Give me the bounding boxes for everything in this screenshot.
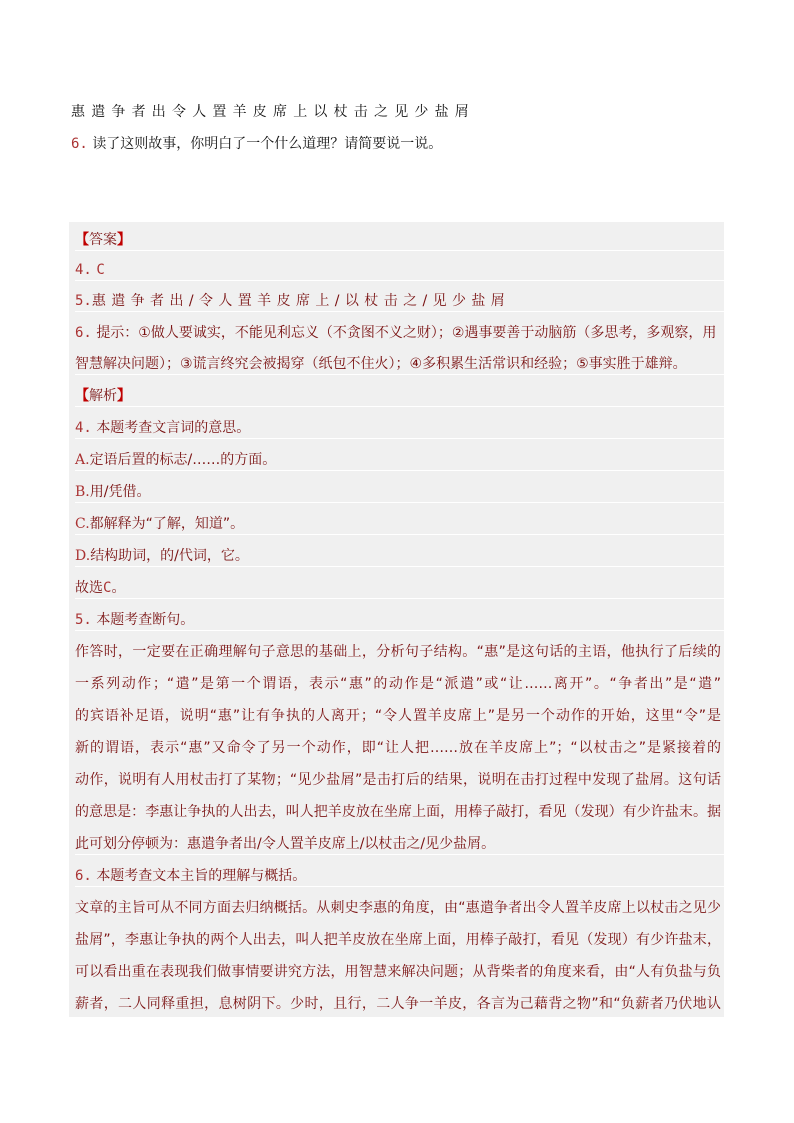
analysis-5-body-line: 作答时，一定要在正确理解句子意思的基础上，分析句子结构。“惠”是这句话的主语，他执行了后续的 (75, 644, 721, 660)
answer-4 (75, 260, 724, 281)
analysis-option-a (75, 450, 724, 471)
analysis-header-label: 解析 (89, 388, 117, 404)
analysis-6 (75, 866, 724, 887)
analysis-4 (75, 418, 724, 439)
analysis-text: 本题考查文本主旨的理解与概括。 (96, 868, 307, 884)
answer-6-line1 (75, 323, 724, 343)
analysis-header (75, 386, 724, 407)
question-6 (71, 133, 442, 153)
option-text: 结构助词，的/代词，它。 (90, 548, 249, 564)
bracket-open: 【 (75, 232, 89, 248)
analysis-choice (75, 578, 724, 599)
option-text: 都解释为“了解，知道”。 (89, 516, 245, 532)
answer-text: 惠遣争者出/令人置羊皮席上/以杖击之/见少盐屑 (91, 293, 511, 309)
analysis-option-c (75, 514, 724, 535)
analysis-text: 本题考查文言词的意思。 (96, 420, 251, 436)
answer-6-line2: 智慧解决问题）；③谎言终究会被揭穿（纸包不住火）；④多积累生活常识和经验；⑤事实胜于雄辩。 (75, 354, 724, 375)
analysis-5-body-line: 一系列动作；“遣”是第一个谓语，表示“惠”的动作是“派遣”或“让……离开”。“争者出”是“遣” (75, 676, 721, 692)
analysis-6-body-line: 文章的主旨可从不同方面去归纳概括。从刺史李惠的角度，由“惠遣争者出令人置羊皮席上以杖击之见少 (75, 900, 721, 916)
analysis-5-body-line: 的意思是：李惠让争执的人出去，叫人把羊皮放在坐席上面，用棒子敲打，看见（发现）有少许盐末。据 (75, 804, 721, 820)
analysis-5-body-line: 的宾语补足语，说明“惠”让有争执的人离开；“令人置羊皮席上”是另一个动作的开始，这里“令”是 (75, 708, 721, 724)
analysis-6-body-line: 薪者，二人同释重担，息树阴下。少时，且行，二人争一羊皮，各言为己藉背之物”和“负薪者乃伏地认 (75, 996, 721, 1012)
analysis-number: 5. (75, 612, 92, 628)
answer-text: C (96, 262, 105, 278)
option-letter: D. (75, 548, 91, 564)
question-sentence: 惠遣争者出令人置羊皮席上以杖击之见少盐屑 (71, 104, 475, 120)
analysis-option-d (75, 546, 724, 567)
analysis-number: 6. (75, 868, 92, 884)
bracket-close: 】 (117, 232, 131, 248)
option-letter: A. (75, 452, 90, 468)
analysis-option-b (75, 482, 724, 503)
answer-header-label: 答案 (89, 232, 117, 248)
question-text: 读了这则故事，你明白了一个什么道理？请简要说一说。 (92, 136, 443, 152)
answer-number: 6. (75, 325, 92, 341)
option-text: 用/凭借。 (89, 484, 151, 500)
analysis-6-body-line: 盐屑”，李惠让争执的两个人出去，叫人把羊皮放在坐席上面，用棒子敲打，看见（发现）有少许盐末， (75, 932, 721, 948)
option-text: 定语后置的标志/……的方面。 (89, 452, 277, 468)
option-letter: C. (75, 516, 90, 532)
choice-suffix: 。 (111, 580, 126, 596)
analysis-5-body-line: 动作，说明有人用杖击打了某物；“见少盐屑”是击打后的结果，说明在击打过程中发现了盐屑。这句话 (75, 772, 721, 788)
bracket-close: 】 (117, 388, 131, 404)
analysis-6-body-line: 可以看出重在表现我们做事情要讲究方法，用智慧来解决问题；从背柴者的角度来看，由“人有负盐与负 (75, 964, 721, 980)
analysis-5-body-line: 此可划分停顿为：惠遣争者出/令人置羊皮席上/以杖击之/见少盐屑。 (75, 834, 724, 855)
answer-5 (75, 291, 724, 312)
answer-number: 4. (75, 262, 92, 278)
option-letter: B. (75, 484, 90, 500)
analysis-number: 4. (75, 420, 92, 436)
question-number: 6. (71, 136, 88, 152)
choice-letter: C (103, 580, 112, 596)
answer-section (69, 222, 724, 1017)
answer-header (75, 230, 724, 251)
analysis-5 (75, 610, 724, 631)
answer-text: 提示：①做人要诚实，不能见利忘义（不贪图不义之财）；②遇事要善于动脑筋（多思考，多观察，用 (96, 325, 717, 341)
analysis-text: 本题考查断句。 (96, 612, 195, 628)
analysis-5-body-line: 新的谓语，表示“惠”又命令了另一个动作，即“让人把……放在羊皮席上”；“以杖击之”是紧接着的 (75, 740, 721, 756)
bracket-open: 【 (75, 388, 89, 404)
choice-prefix: 故选 (75, 580, 103, 596)
answer-number: 5. (75, 293, 92, 309)
